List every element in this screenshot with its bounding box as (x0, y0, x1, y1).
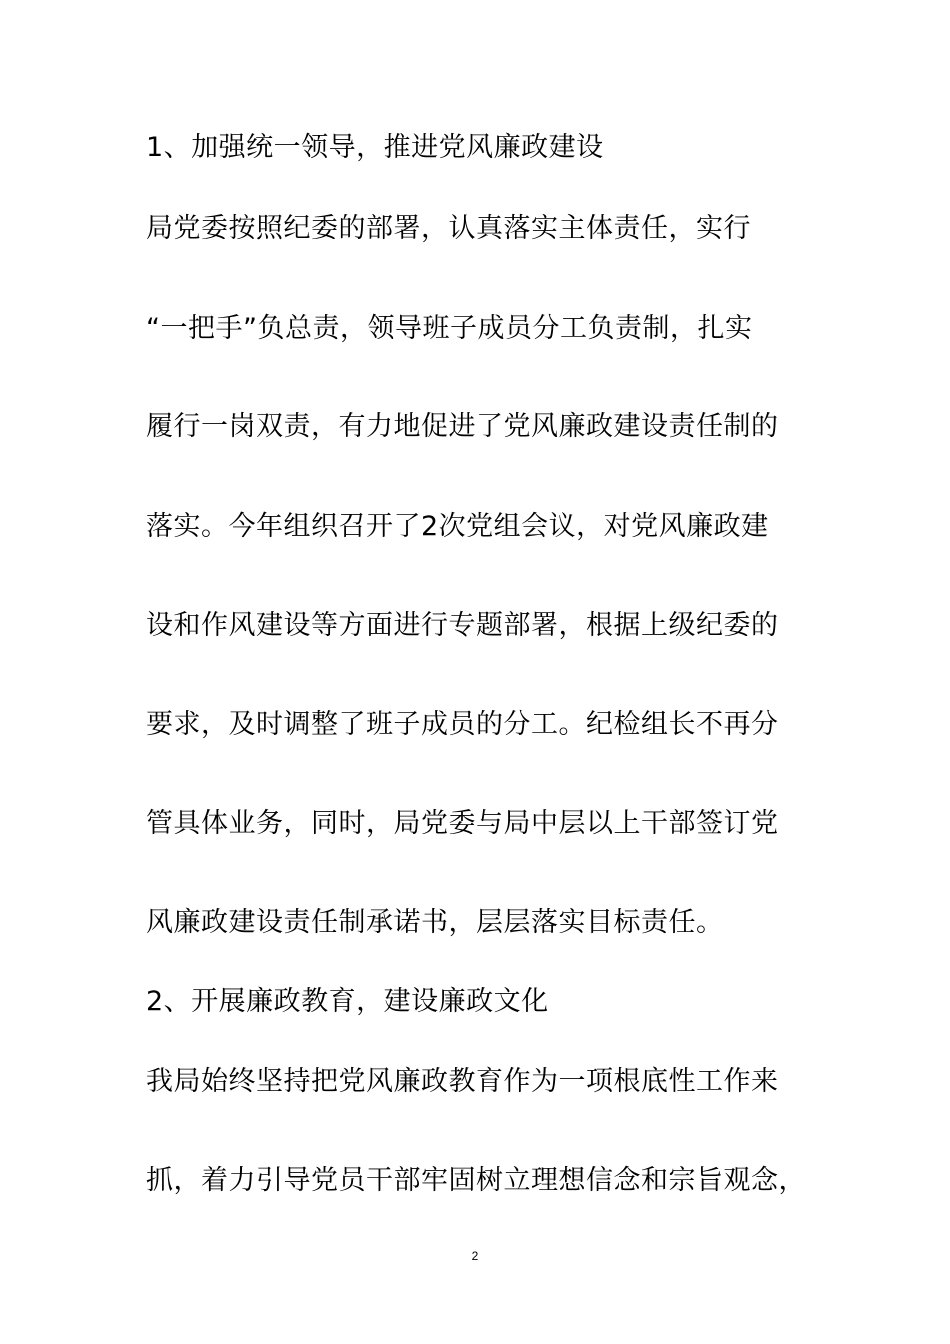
body-line: 要求，及时调整了班子成员的分工。纪检组长不再分 (146, 709, 779, 740)
body-line: 落实。今年组织召开了2次党组会议，对党风廉政建 (146, 511, 769, 542)
section-heading-1: 1、加强统一领导，推进党风廉政建设 (146, 132, 604, 163)
body-line: 管具体业务，同时，局党委与局中层以上干部签订党 (146, 808, 779, 839)
body-line: 抓，着力引导党员干部牢固树立理想信念和宗旨观念， (146, 1165, 806, 1196)
body-line: 风廉政建设责任制承诺书，层层落实目标责任。 (146, 907, 724, 938)
page-number: 2 (471, 1249, 479, 1263)
body-line: 局党委按照纪委的部署，认真落实主体责任，实行 (146, 213, 751, 244)
body-line: 履行一岗双责，有力地促进了党风廉政建设责任制的 (146, 411, 779, 442)
section-heading-2: 2、开展廉政教育，建设廉政文化 (146, 986, 549, 1017)
body-line: “一把手”负总责，领导班子成员分工负责制，扎实 (146, 313, 753, 344)
body-line: 设和作风建设等方面进行专题部署，根据上级纪委的 (146, 610, 779, 641)
body-line: 我局始终坚持把党风廉政教育作为一项根底性工作来 (146, 1066, 779, 1097)
